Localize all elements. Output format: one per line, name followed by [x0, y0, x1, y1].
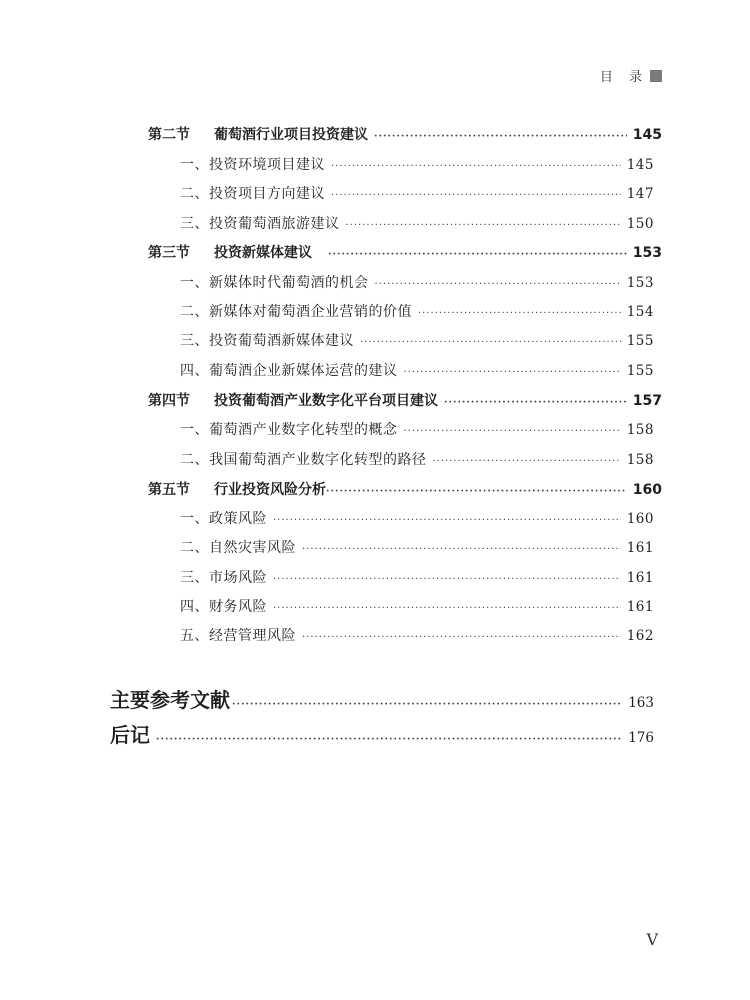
leader-dots [328, 249, 627, 260]
section-number: 第四节 [148, 393, 190, 409]
leader-dots [374, 131, 627, 142]
leader-dots [433, 456, 621, 467]
section-page: 157 [632, 393, 662, 409]
toc-item[interactable] [180, 596, 654, 616]
leader-dots [326, 486, 627, 497]
leader-dots [273, 603, 621, 614]
toc-item[interactable] [180, 537, 654, 557]
item-page: 161 [626, 599, 654, 615]
leader-dots [331, 161, 621, 172]
item-title: 一、投资环境项目建议 [180, 157, 325, 173]
toc-item[interactable] [180, 183, 654, 203]
toc-item[interactable] [180, 567, 654, 587]
toc-section-4[interactable] [148, 390, 662, 410]
item-title: 三、市场风险 [180, 570, 267, 586]
toc-item[interactable] [180, 213, 654, 233]
item-title: 二、自然灾害风险 [180, 540, 296, 556]
toc-item[interactable] [180, 154, 654, 174]
section-number: 第五节 [148, 482, 190, 498]
back-matter-title: 主要参考文献 [110, 688, 230, 712]
toc-afterword[interactable] [110, 719, 654, 748]
item-title: 二、我国葡萄酒产业数字化转型的路径 [180, 452, 427, 468]
item-page: 158 [626, 422, 654, 438]
toc-section-2[interactable] [148, 124, 662, 144]
item-page: 154 [626, 304, 654, 320]
toc-item[interactable] [180, 625, 654, 645]
toc-references[interactable] [110, 684, 654, 713]
leader-dots [273, 515, 621, 526]
item-page: 147 [626, 186, 654, 202]
section-number: 第二节 [148, 127, 190, 143]
item-title: 二、投资项目方向建议 [180, 186, 325, 202]
section-page: 160 [632, 482, 662, 498]
item-title: 三、投资葡萄酒旅游建议 [180, 216, 340, 232]
toc-section-3[interactable] [148, 242, 662, 262]
item-page: 158 [626, 452, 654, 468]
toc-item[interactable] [180, 301, 654, 321]
leader-dots [360, 337, 621, 348]
leader-dots [404, 367, 621, 378]
leader-dots [302, 544, 621, 555]
leader-dots [273, 574, 621, 585]
page-number: V [646, 930, 658, 949]
item-page: 150 [626, 216, 654, 232]
toc-item[interactable] [180, 419, 654, 439]
item-title: 四、财务风险 [180, 599, 267, 615]
item-title: 二、新媒体对葡萄酒企业营销的价值 [180, 304, 412, 320]
item-page: 153 [626, 275, 654, 291]
toc-item[interactable] [180, 360, 654, 380]
item-page: 155 [626, 363, 654, 379]
section-title: 葡萄酒行业项目投资建议 [214, 127, 368, 143]
leader-dots [331, 190, 621, 201]
back-matter-page: 163 [628, 695, 654, 711]
item-title: 一、葡萄酒产业数字化转型的概念 [180, 422, 398, 438]
item-page: 161 [626, 540, 654, 556]
section-page: 145 [632, 127, 662, 143]
item-page: 145 [626, 157, 654, 173]
item-title: 五、经营管理风险 [180, 628, 296, 644]
back-matter-title: 后记 [110, 723, 150, 747]
section-page: 153 [632, 245, 662, 261]
leader-dots [156, 734, 622, 745]
back-matter-page: 176 [628, 730, 654, 746]
leader-dots [404, 426, 621, 437]
section-title: 行业投资风险分析 [214, 482, 326, 498]
leader-dots [444, 397, 627, 408]
section-number: 第三节 [148, 245, 190, 261]
toc-item[interactable] [180, 508, 654, 528]
section-title: 投资葡萄酒产业数字化平台项目建议 [214, 393, 438, 409]
item-title: 四、葡萄酒企业新媒体运营的建议 [180, 363, 398, 379]
item-page: 160 [626, 511, 654, 527]
leader-dots [375, 279, 621, 290]
running-header-title: 目 录 [599, 70, 648, 85]
leader-dots [346, 220, 621, 231]
leader-dots [302, 632, 621, 643]
toc-item[interactable] [180, 272, 654, 292]
item-title: 三、投资葡萄酒新媒体建议 [180, 333, 354, 349]
leader-dots [418, 308, 621, 319]
toc-item[interactable] [180, 330, 654, 350]
item-page: 155 [626, 333, 654, 349]
item-title: 一、新媒体时代葡萄酒的机会 [180, 275, 369, 291]
toc-item[interactable] [180, 449, 654, 469]
toc-section-5[interactable] [148, 479, 662, 499]
item-page: 162 [626, 628, 654, 644]
item-title: 一、政策风险 [180, 511, 267, 527]
section-title: 投资新媒体建议 [214, 245, 312, 261]
leader-dots [232, 699, 622, 710]
item-page: 161 [626, 570, 654, 586]
